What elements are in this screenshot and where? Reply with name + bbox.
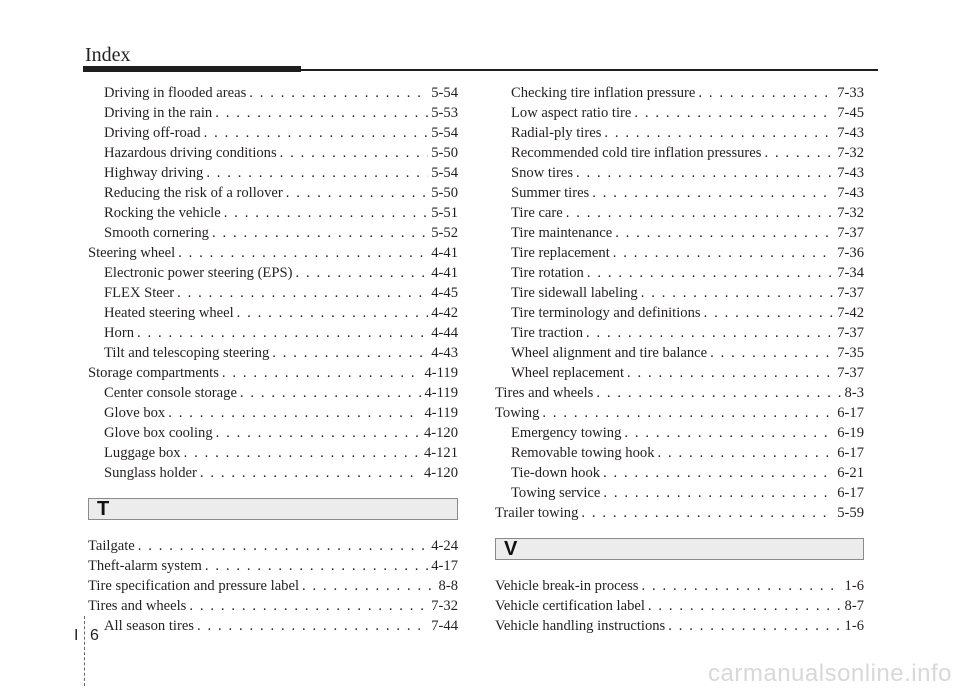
entry-term: Radial-ply tires bbox=[511, 125, 602, 141]
entry-page-ref: 5-51 bbox=[431, 205, 458, 221]
index-entry bbox=[88, 223, 458, 243]
entry-page-ref: 5-52 bbox=[431, 225, 458, 241]
entry-term: Removable towing hook bbox=[511, 445, 655, 461]
index-entry bbox=[495, 143, 864, 163]
entry-page-ref: 6-19 bbox=[837, 425, 864, 441]
index-entry bbox=[88, 203, 458, 223]
index-entry bbox=[88, 463, 458, 483]
index-column-left bbox=[88, 83, 458, 636]
entry-term: Vehicle break-in process bbox=[495, 578, 639, 594]
entry-page-ref: 7-37 bbox=[837, 225, 864, 241]
entry-page-ref: 4-119 bbox=[424, 365, 458, 381]
index-entry bbox=[495, 423, 864, 443]
entry-term: Steering wheel bbox=[88, 245, 176, 261]
index-entry bbox=[495, 576, 864, 596]
entry-page-ref: 5-54 bbox=[431, 125, 458, 141]
entry-page-ref: 7-37 bbox=[837, 285, 864, 301]
entry-page-ref: 7-32 bbox=[837, 145, 864, 161]
entry-term: Tires and wheels bbox=[495, 385, 594, 401]
entry-page-ref: 7-44 bbox=[431, 618, 458, 634]
entry-list bbox=[88, 536, 458, 636]
header-rule-thin bbox=[301, 69, 878, 71]
dot-leader bbox=[178, 243, 428, 263]
entry-page-ref: 5-50 bbox=[431, 145, 458, 161]
dot-leader bbox=[177, 283, 428, 303]
dot-leader bbox=[215, 103, 428, 123]
entry-page-ref: 7-34 bbox=[837, 265, 864, 281]
dot-leader bbox=[240, 383, 422, 403]
dot-leader bbox=[272, 343, 428, 363]
dot-leader bbox=[603, 483, 834, 503]
entry-page-ref: 7-45 bbox=[837, 105, 864, 121]
entry-term: Tire rotation bbox=[511, 265, 584, 281]
index-entry bbox=[495, 223, 864, 243]
entry-term: Hazardous driving conditions bbox=[104, 145, 277, 161]
entry-page-ref: 4-119 bbox=[424, 405, 458, 421]
index-entry bbox=[88, 323, 458, 343]
entry-page-ref: 5-53 bbox=[431, 105, 458, 121]
dot-leader bbox=[634, 103, 834, 123]
page-title: Index bbox=[85, 44, 131, 66]
index-entry bbox=[495, 323, 864, 343]
dot-leader bbox=[204, 123, 429, 143]
dot-leader bbox=[205, 556, 428, 576]
entry-page-ref: 4-119 bbox=[424, 385, 458, 401]
entry-page-ref: 5-54 bbox=[431, 165, 458, 181]
index-entry bbox=[88, 596, 458, 616]
footer-section-label: I bbox=[74, 627, 79, 644]
index-entry bbox=[88, 263, 458, 283]
entry-page-ref: 1-6 bbox=[844, 578, 864, 594]
dot-leader bbox=[710, 343, 834, 363]
index-entry bbox=[495, 243, 864, 263]
entry-term: Tire replacement bbox=[511, 245, 610, 261]
dot-leader bbox=[586, 323, 834, 343]
dot-leader bbox=[698, 83, 834, 103]
entry-term: Reducing the risk of a rollover bbox=[104, 185, 283, 201]
entry-page-ref: 4-42 bbox=[431, 305, 458, 321]
entry-term: Vehicle certification label bbox=[495, 598, 645, 614]
dot-leader bbox=[302, 576, 436, 596]
index-entry bbox=[495, 203, 864, 223]
dot-leader bbox=[624, 423, 834, 443]
entry-term: Towing service bbox=[511, 485, 601, 501]
dot-leader bbox=[237, 303, 429, 323]
entry-term: Storage compartments bbox=[88, 365, 219, 381]
entry-page-ref: 4-24 bbox=[431, 538, 458, 554]
entry-list bbox=[88, 83, 458, 483]
index-entry bbox=[495, 463, 864, 483]
index-entry bbox=[495, 363, 864, 383]
entry-term: Electronic power steering (EPS) bbox=[104, 265, 293, 281]
index-entry bbox=[88, 123, 458, 143]
entry-term: Tires and wheels bbox=[88, 598, 187, 614]
entry-page-ref: 7-43 bbox=[837, 165, 864, 181]
index-entry bbox=[88, 103, 458, 123]
dot-leader bbox=[280, 143, 429, 163]
index-entry bbox=[88, 83, 458, 103]
entry-page-ref: 7-37 bbox=[837, 365, 864, 381]
entry-page-ref: 7-35 bbox=[837, 345, 864, 361]
footer-divider bbox=[84, 616, 85, 686]
entry-page-ref: 4-17 bbox=[431, 558, 458, 574]
dot-leader bbox=[668, 616, 841, 636]
entry-term: All season tires bbox=[104, 618, 194, 634]
dot-leader bbox=[222, 363, 422, 383]
entry-term: Vehicle handling instructions bbox=[495, 618, 666, 634]
dot-leader bbox=[627, 363, 834, 383]
index-column-right bbox=[495, 83, 864, 636]
index-entry bbox=[495, 443, 864, 463]
entry-page-ref: 4-120 bbox=[423, 425, 458, 441]
entry-page-ref: 8-7 bbox=[844, 598, 864, 614]
entry-term: Snow tires bbox=[511, 165, 574, 181]
entry-page-ref: 7-32 bbox=[837, 205, 864, 221]
dot-leader bbox=[138, 536, 428, 556]
index-entry bbox=[495, 163, 864, 183]
dot-leader bbox=[764, 143, 834, 163]
entry-page-ref: 7-36 bbox=[837, 245, 864, 261]
dot-leader bbox=[596, 383, 841, 403]
entry-term: Driving off-road bbox=[104, 125, 201, 141]
entry-term: Checking tire inflation pressure bbox=[511, 85, 696, 101]
watermark-text: carmanualsonline.info bbox=[708, 660, 952, 687]
index-entry bbox=[88, 576, 458, 596]
dot-leader bbox=[200, 463, 421, 483]
entry-page-ref: 4-120 bbox=[423, 465, 458, 481]
entry-page-ref: 1-6 bbox=[844, 618, 864, 634]
index-entry bbox=[88, 423, 458, 443]
entry-page-ref: 7-33 bbox=[837, 85, 864, 101]
dot-leader bbox=[216, 423, 421, 443]
section-letter: V bbox=[504, 538, 518, 560]
index-entry bbox=[88, 143, 458, 163]
entry-term: Glove box cooling bbox=[104, 425, 213, 441]
entry-page-ref: 7-43 bbox=[837, 125, 864, 141]
index-entry bbox=[495, 83, 864, 103]
dot-leader bbox=[604, 123, 834, 143]
index-entry bbox=[495, 403, 864, 423]
dot-leader bbox=[295, 263, 428, 283]
dot-leader bbox=[566, 203, 835, 223]
entry-term: Wheel alignment and tire balance bbox=[511, 345, 708, 361]
dot-leader bbox=[542, 403, 834, 423]
dot-leader bbox=[641, 576, 841, 596]
dot-leader bbox=[704, 303, 835, 323]
dot-leader bbox=[197, 616, 428, 636]
entry-term: Tilt and telescoping steering bbox=[104, 345, 270, 361]
entry-term: Driving in the rain bbox=[104, 105, 213, 121]
index-entry bbox=[88, 183, 458, 203]
entry-page-ref: 4-41 bbox=[431, 265, 458, 281]
entry-term: Tire specification and pressure label bbox=[88, 578, 300, 594]
entry-term: Wheel replacement bbox=[511, 365, 625, 381]
index-entry bbox=[495, 383, 864, 403]
index-entry bbox=[88, 383, 458, 403]
entry-page-ref: 8-8 bbox=[438, 578, 458, 594]
dot-leader bbox=[224, 203, 429, 223]
entry-term: Driving in flooded areas bbox=[104, 85, 247, 101]
entry-list bbox=[495, 83, 864, 523]
entry-page-ref: 6-21 bbox=[837, 465, 864, 481]
entry-page-ref: 5-54 bbox=[431, 85, 458, 101]
index-entry bbox=[88, 303, 458, 323]
entry-term: Low aspect ratio tire bbox=[511, 105, 632, 121]
entry-page-ref: 4-121 bbox=[423, 445, 458, 461]
index-entry bbox=[88, 443, 458, 463]
header-rule-thick bbox=[83, 66, 301, 72]
entry-term: FLEX Steer bbox=[104, 285, 175, 301]
index-entry bbox=[495, 503, 864, 523]
entry-term: Tire care bbox=[511, 205, 563, 221]
entry-page-ref: 5-50 bbox=[431, 185, 458, 201]
entry-term: Rocking the vehicle bbox=[104, 205, 221, 221]
index-entry bbox=[495, 183, 864, 203]
entry-term: Emergency towing bbox=[511, 425, 622, 441]
index-entry bbox=[495, 596, 864, 616]
index-entry bbox=[495, 343, 864, 363]
dot-leader bbox=[168, 403, 421, 423]
dot-leader bbox=[641, 283, 835, 303]
entry-term: Tailgate bbox=[88, 538, 135, 554]
entry-term: Tire traction bbox=[511, 325, 584, 341]
entry-term: Theft-alarm system bbox=[88, 558, 202, 574]
entry-page-ref: 6-17 bbox=[837, 485, 864, 501]
entry-term: Tire maintenance bbox=[511, 225, 613, 241]
section-letter-bar-v bbox=[495, 538, 864, 560]
dot-leader bbox=[249, 83, 428, 103]
entry-page-ref: 8-3 bbox=[844, 385, 864, 401]
entry-page-ref: 7-42 bbox=[837, 305, 864, 321]
dot-leader bbox=[212, 223, 428, 243]
index-entry bbox=[495, 616, 864, 636]
index-entry bbox=[495, 483, 864, 503]
index-entry bbox=[88, 536, 458, 556]
index-entry bbox=[88, 283, 458, 303]
entry-page-ref: 6-17 bbox=[837, 445, 864, 461]
section-letter: T bbox=[97, 498, 110, 520]
index-entry bbox=[88, 403, 458, 423]
entry-page-ref: 4-45 bbox=[431, 285, 458, 301]
entry-page-ref: 6-17 bbox=[837, 405, 864, 421]
dot-leader bbox=[206, 163, 428, 183]
dot-leader bbox=[184, 443, 421, 463]
dot-leader bbox=[137, 323, 428, 343]
index-entry bbox=[88, 556, 458, 576]
entry-term: Trailer towing bbox=[495, 505, 579, 521]
dot-leader bbox=[581, 503, 834, 523]
dot-leader bbox=[658, 443, 835, 463]
entry-term: Luggage box bbox=[104, 445, 181, 461]
dot-leader bbox=[592, 183, 834, 203]
entry-term: Recommended cold tire inflation pressures bbox=[511, 145, 762, 161]
entry-term: Tire sidewall labeling bbox=[511, 285, 638, 301]
entry-list bbox=[495, 576, 864, 636]
dot-leader bbox=[613, 243, 834, 263]
index-entry bbox=[88, 163, 458, 183]
dot-leader bbox=[576, 163, 834, 183]
entry-term: Heated steering wheel bbox=[104, 305, 234, 321]
entry-term: Towing bbox=[495, 405, 540, 421]
dot-leader bbox=[189, 596, 428, 616]
entry-term: Tire terminology and definitions bbox=[511, 305, 701, 321]
dot-leader bbox=[603, 463, 834, 483]
entry-page-ref: 7-43 bbox=[837, 185, 864, 201]
entry-term: Smooth cornering bbox=[104, 225, 209, 241]
entry-term: Tie-down hook bbox=[511, 465, 601, 481]
entry-term: Glove box bbox=[104, 405, 166, 421]
entry-page-ref: 4-43 bbox=[431, 345, 458, 361]
index-entry bbox=[495, 103, 864, 123]
entry-term: Summer tires bbox=[511, 185, 590, 201]
index-entry bbox=[88, 343, 458, 363]
entry-page-ref: 7-37 bbox=[837, 325, 864, 341]
index-entry bbox=[495, 123, 864, 143]
entry-page-ref: 5-59 bbox=[837, 505, 864, 521]
dot-leader bbox=[587, 263, 834, 283]
entry-term: Highway driving bbox=[104, 165, 204, 181]
index-entry bbox=[495, 263, 864, 283]
entry-term: Horn bbox=[104, 325, 134, 341]
entry-term: Center console storage bbox=[104, 385, 237, 401]
index-entry bbox=[495, 303, 864, 323]
index-entry bbox=[88, 363, 458, 383]
entry-term: Sunglass holder bbox=[104, 465, 197, 481]
dot-leader bbox=[615, 223, 834, 243]
entry-page-ref: 4-41 bbox=[431, 245, 458, 261]
dot-leader bbox=[648, 596, 842, 616]
index-entry bbox=[88, 243, 458, 263]
entry-page-ref: 4-44 bbox=[431, 325, 458, 341]
entry-page-ref: 7-32 bbox=[431, 598, 458, 614]
section-letter-bar-t bbox=[88, 498, 458, 520]
index-entry bbox=[495, 283, 864, 303]
footer-page-number: 6 bbox=[90, 627, 99, 644]
dot-leader bbox=[286, 183, 429, 203]
index-entry bbox=[88, 616, 458, 636]
